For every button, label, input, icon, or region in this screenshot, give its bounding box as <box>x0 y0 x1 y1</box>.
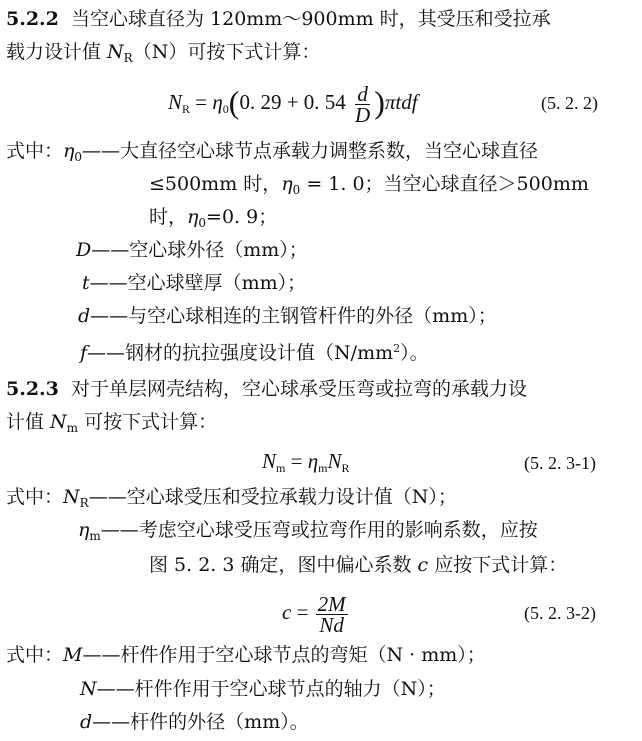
symbol-N: N <box>107 41 124 63</box>
clause-number-5-2-3: 5.2.3 <box>6 378 59 400</box>
equation-number-5-2-2: (5. 2. 2) <box>541 93 598 113</box>
where-label: 式中： <box>6 140 64 162</box>
subscript-0: 0 <box>222 102 229 116</box>
definition-text: ——钢材的抗拉强度设计值（N/mm <box>87 342 394 364</box>
numerator: 2M <box>317 591 346 616</box>
where-N <box>80 676 446 702</box>
definition-text: = 1. 0；当空心球直径＞500mm <box>300 173 589 195</box>
where-t <box>82 270 306 296</box>
clause-text: 当空心球直径为 120mm～900mm 时，其受压和受拉承 <box>70 8 551 30</box>
where-d <box>78 303 497 329</box>
numerator: d <box>357 81 368 106</box>
definition-text: ——杆件的外径（mm）。 <box>92 711 309 733</box>
equals-sign: = <box>190 90 213 114</box>
where-D <box>76 237 308 263</box>
fraction-2M-over-Nd <box>316 591 348 637</box>
clause-text: 可按下式计算： <box>78 411 218 433</box>
symbol-N: N <box>80 678 97 700</box>
symbol-c: c <box>417 554 429 576</box>
symbol-N: N <box>63 486 80 508</box>
definition-text: ≤500mm 时， <box>149 173 282 195</box>
subscript-m: m <box>66 421 79 435</box>
symbol-d: d <box>80 711 93 733</box>
subscript-0: 0 <box>292 183 301 197</box>
definition-text: ——杆件作用于空心球节点的弯矩（N · mm）； <box>82 644 486 666</box>
clause-5-2-3-line-1 <box>6 376 527 402</box>
symbol-N: N <box>262 449 277 473</box>
where-eta-m-line-2 <box>149 552 567 578</box>
symbol-eta: η <box>63 140 75 162</box>
subscript-m: m <box>89 529 101 543</box>
where-eta-m-line-1 <box>78 517 538 549</box>
where-eta0-line-2 <box>149 171 589 203</box>
symbol-f: f <box>80 342 88 364</box>
symbol-N: N <box>50 411 67 433</box>
definition-text: ——空心球受压和受拉承载力设计值（N）； <box>88 486 457 508</box>
where-NR <box>6 484 457 516</box>
where-label: 式中： <box>6 486 64 508</box>
dash: —— <box>82 140 121 162</box>
equals-sign: = <box>285 449 308 473</box>
subscript-R: R <box>182 102 191 116</box>
equation-5-2-3-1 <box>262 448 350 481</box>
clause-5-2-3-line-2 <box>6 409 217 441</box>
denominator: D <box>355 102 371 127</box>
equation-number-5-2-3-1: (5. 2. 3-1) <box>524 453 596 473</box>
symbol-M: M <box>63 644 83 666</box>
symbol-eta: η <box>281 173 293 195</box>
clause-text: 计值 <box>6 411 51 433</box>
definition-text: ——杆件作用于空心球节点的轴力（N）； <box>96 678 446 700</box>
symbol-d: d <box>78 305 91 327</box>
symbol-eta: η <box>187 206 199 228</box>
equation-5-2-3-2 <box>282 588 350 636</box>
subscript-R: R <box>341 461 350 475</box>
equation-5-2-2 <box>168 82 418 129</box>
subscript-0: 0 <box>198 216 207 230</box>
where-label: 式中： <box>6 644 64 666</box>
where-eta0-line-3 <box>149 204 277 236</box>
left-paren: ( <box>228 84 240 120</box>
equation-text: 0. 29 + 0. 54 <box>239 90 352 114</box>
superscript-2: 2 <box>393 342 401 355</box>
definition-text: ）。 <box>400 342 429 364</box>
symbol-eta: η <box>212 90 223 114</box>
clause-number-5-2-2: 5.2.2 <box>6 8 59 30</box>
where-M <box>6 642 486 668</box>
definition-text: ——考虑空心球受压弯或拉弯作用的影响系数，应按 <box>100 519 538 541</box>
subscript-R: R <box>79 496 89 510</box>
subscript-m: m <box>276 461 286 475</box>
definition-text: ——空心球外径（mm）； <box>91 239 308 261</box>
equals-sign: = <box>291 600 314 624</box>
equation-tail: πtdf <box>384 90 418 114</box>
where-d-2 <box>80 709 309 735</box>
symbol-D: D <box>76 239 92 261</box>
symbol-eta: η <box>78 519 90 541</box>
right-paren: ) <box>374 84 385 120</box>
definition-text: ——空心球壁厚（mm）； <box>89 272 307 294</box>
symbol-t: t <box>82 272 90 294</box>
where-eta0-line-1 <box>6 138 538 170</box>
symbol-c: c <box>282 600 292 624</box>
clause-5-2-2-line-2 <box>6 39 320 71</box>
definition-text: 大直径空心球节点承载力调整系数，当空心球直径 <box>120 140 539 162</box>
subscript-0: 0 <box>74 150 83 164</box>
equation-number-5-2-3-2: (5. 2. 3-2) <box>524 603 596 623</box>
definition-text: 时， <box>149 206 188 228</box>
clause-text: 载力设计值 <box>6 41 108 63</box>
definition-text: =0. 9； <box>206 206 278 228</box>
symbol-eta: η <box>307 449 319 473</box>
definition-text: 应按下式计算： <box>428 554 568 576</box>
definition-text: ——与空心球相连的主钢管杆件的外径（mm）； <box>90 305 497 327</box>
clause-text: （N）可按下式计算： <box>132 41 321 63</box>
symbol-N: N <box>168 90 183 114</box>
clause-text: 对于单层网壳结构，空心球承受压弯或拉弯的承载力设 <box>70 378 527 400</box>
denominator: Nd <box>319 612 344 637</box>
where-f <box>80 336 429 366</box>
symbol-N: N <box>327 449 342 473</box>
definition-text: 图 5. 2. 3 确定，图中偏心系数 <box>149 554 418 576</box>
subscript-R: R <box>123 51 133 65</box>
subscript-m: m <box>318 461 328 475</box>
clause-5-2-2-line-1 <box>6 6 551 32</box>
fraction-d-over-D <box>353 81 372 127</box>
